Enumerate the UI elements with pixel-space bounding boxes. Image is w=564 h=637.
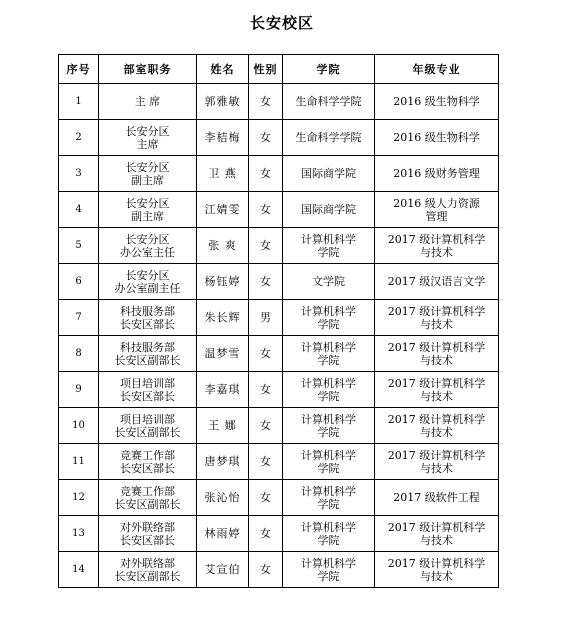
cell-college: 国际商学院	[283, 156, 375, 192]
cell-gender: 女	[249, 372, 283, 408]
table-row	[59, 84, 499, 120]
cell-index: 14	[59, 552, 99, 588]
cell-index: 10	[59, 408, 99, 444]
cell-name: 张 爽	[197, 228, 249, 264]
cell-college: 计算机科学 学院	[283, 336, 375, 372]
cell-gender: 女	[249, 552, 283, 588]
cell-dept: 对外联络部 长安区副部长	[99, 552, 197, 588]
cell-gender: 女	[249, 156, 283, 192]
cell-gender: 女	[249, 336, 283, 372]
cell-major: 2016 级生物科学	[375, 84, 499, 120]
cell-name: 朱长辉	[197, 300, 249, 336]
cell-dept: 项目培训部 长安区副部长	[99, 408, 197, 444]
column-header-major: 年级专业	[375, 55, 499, 84]
cell-major: 2016 级生物科学	[375, 120, 499, 156]
table-row	[59, 408, 499, 444]
cell-name: 江婧雯	[197, 192, 249, 228]
table-row	[59, 156, 499, 192]
cell-gender: 男	[249, 300, 283, 336]
cell-major: 2017 级计算机科学 与技术	[375, 300, 499, 336]
table-body	[59, 84, 499, 588]
cell-gender: 女	[249, 480, 283, 516]
cell-index: 2	[59, 120, 99, 156]
cell-college: 生命科学学院	[283, 120, 375, 156]
table-row	[59, 552, 499, 588]
cell-index: 5	[59, 228, 99, 264]
cell-major: 2016 级财务管理	[375, 156, 499, 192]
cell-dept: 竞赛工作部 长安区副部长	[99, 480, 197, 516]
cell-dept: 长安分区 副主席	[99, 156, 197, 192]
cell-index: 8	[59, 336, 99, 372]
cell-index: 12	[59, 480, 99, 516]
cell-major: 2017 级汉语言文学	[375, 264, 499, 300]
cell-dept: 项目培训部 长安区部长	[99, 372, 197, 408]
cell-name: 林雨婷	[197, 516, 249, 552]
cell-college: 计算机科学 学院	[283, 228, 375, 264]
table-row	[59, 516, 499, 552]
cell-gender: 女	[249, 408, 283, 444]
table-row	[59, 264, 499, 300]
cell-major: 2017 级计算机科学 与技术	[375, 444, 499, 480]
table-row	[59, 300, 499, 336]
cell-name: 李嘉琪	[197, 372, 249, 408]
cell-name: 杨钰婷	[197, 264, 249, 300]
cell-dept: 长安分区 办公室副主任	[99, 264, 197, 300]
cell-college: 计算机科学 学院	[283, 480, 375, 516]
table-row	[59, 192, 499, 228]
cell-name: 唐梦琪	[197, 444, 249, 480]
table-row	[59, 444, 499, 480]
column-header-name: 姓名	[197, 55, 249, 84]
table-row	[59, 228, 499, 264]
cell-name: 郭雅敏	[197, 84, 249, 120]
cell-college: 计算机科学 学院	[283, 300, 375, 336]
cell-name: 卫 燕	[197, 156, 249, 192]
cell-index: 6	[59, 264, 99, 300]
column-header-gender: 性别	[249, 55, 283, 84]
cell-gender: 女	[249, 228, 283, 264]
cell-dept: 对外联络部 长安区部长	[99, 516, 197, 552]
cell-gender: 女	[249, 84, 283, 120]
cell-major: 2016 级人力资源 管理	[375, 192, 499, 228]
cell-college: 计算机科学 学院	[283, 408, 375, 444]
table-header-row	[59, 55, 499, 84]
cell-gender: 女	[249, 444, 283, 480]
cell-college: 计算机科学 学院	[283, 516, 375, 552]
cell-college: 国际商学院	[283, 192, 375, 228]
cell-index: 9	[59, 372, 99, 408]
cell-major: 2017 级软件工程	[375, 480, 499, 516]
cell-dept: 长安分区 副主席	[99, 192, 197, 228]
table-row	[59, 120, 499, 156]
cell-name: 艾宣伯	[197, 552, 249, 588]
cell-dept: 科技服务部 长安区副部长	[99, 336, 197, 372]
cell-index: 3	[59, 156, 99, 192]
cell-college: 计算机科学 学院	[283, 444, 375, 480]
table-row	[59, 480, 499, 516]
cell-dept: 科技服务部 长安区部长	[99, 300, 197, 336]
cell-college: 计算机科学 学院	[283, 552, 375, 588]
table-row	[59, 336, 499, 372]
cell-index: 4	[59, 192, 99, 228]
cell-gender: 女	[249, 264, 283, 300]
cell-index: 7	[59, 300, 99, 336]
cell-dept: 竞赛工作部 长安区部长	[99, 444, 197, 480]
page-title: 长安校区	[249, 14, 314, 32]
member-table	[58, 54, 499, 588]
cell-gender: 女	[249, 120, 283, 156]
cell-index: 11	[59, 444, 99, 480]
cell-name: 温梦雪	[197, 336, 249, 372]
cell-name: 王 娜	[197, 408, 249, 444]
cell-name: 张沁怡	[197, 480, 249, 516]
cell-gender: 女	[249, 516, 283, 552]
column-header-index: 序号	[59, 55, 99, 84]
column-header-dept: 部室职务	[99, 55, 197, 84]
cell-major: 2017 级计算机科学 与技术	[375, 228, 499, 264]
table-row	[59, 372, 499, 408]
cell-major: 2017 级计算机科学 与技术	[375, 336, 499, 372]
cell-gender: 女	[249, 192, 283, 228]
cell-dept: 主 席	[99, 84, 197, 120]
cell-index: 1	[59, 84, 99, 120]
cell-name: 李桔梅	[197, 120, 249, 156]
cell-dept: 长安分区 主席	[99, 120, 197, 156]
cell-major: 2017 级计算机科学 与技术	[375, 372, 499, 408]
cell-college: 计算机科学 学院	[283, 372, 375, 408]
cell-major: 2017 级计算机科学 与技术	[375, 552, 499, 588]
cell-college: 生命科学学院	[283, 84, 375, 120]
column-header-college: 学院	[283, 55, 375, 84]
cell-college: 文学院	[283, 264, 375, 300]
cell-index: 13	[59, 516, 99, 552]
cell-major: 2017 级计算机科学 与技术	[375, 408, 499, 444]
cell-major: 2017 级计算机科学 与技术	[375, 516, 499, 552]
cell-dept: 长安分区 办公室主任	[99, 228, 197, 264]
